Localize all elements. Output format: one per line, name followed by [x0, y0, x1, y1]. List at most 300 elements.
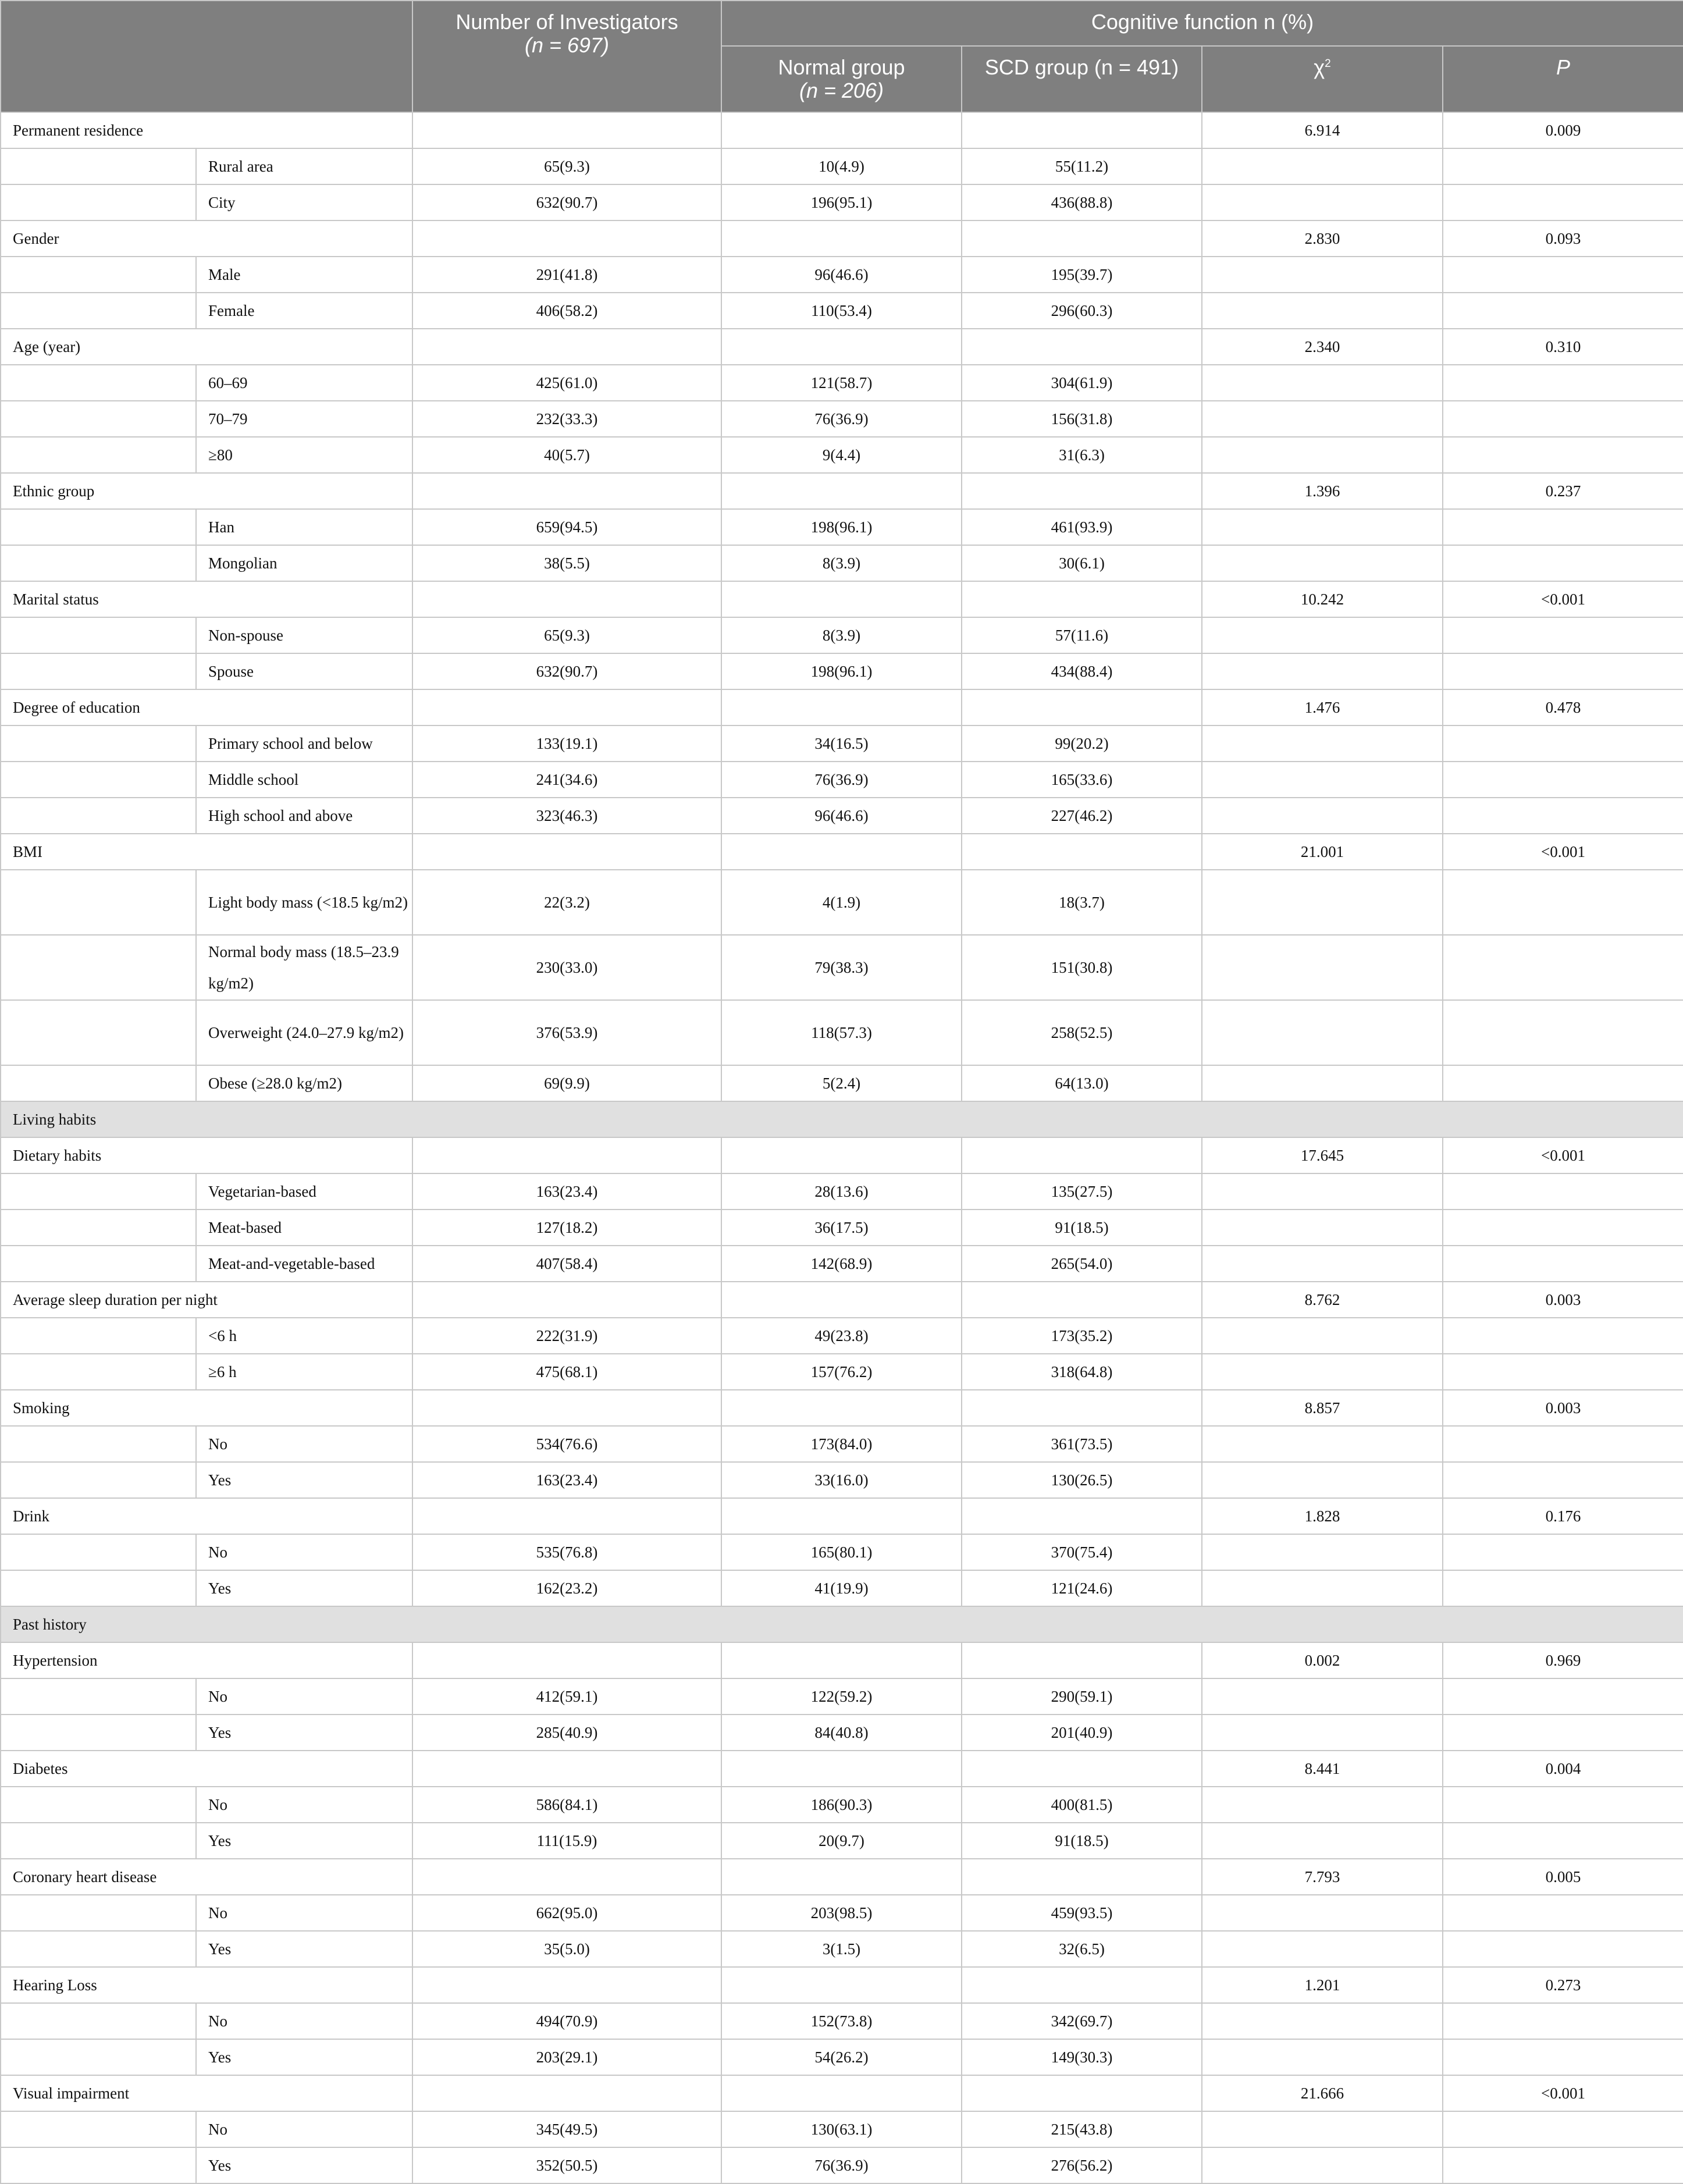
normal-cell	[721, 2075, 962, 2111]
chi-square-cell	[1202, 1715, 1443, 1751]
normal-value: 54(26.2)	[721, 2039, 962, 2075]
total-value: 241(34.6)	[412, 762, 721, 798]
chi-square-cell	[1202, 1000, 1443, 1065]
normal-cell	[721, 1859, 962, 1895]
category-row	[1, 1246, 1683, 1282]
p-cell	[1443, 653, 1683, 689]
total-value: 222(31.9)	[412, 1318, 721, 1354]
category-label: No	[196, 1534, 412, 1570]
variable-label: Hypertension	[1, 1642, 412, 1678]
variable-label: Gender	[1, 220, 412, 257]
indent-cell	[1, 1354, 196, 1390]
category-row	[1, 509, 1683, 545]
scd-cell	[962, 1498, 1202, 1534]
chi-square-cell	[1202, 2039, 1443, 2075]
p-cell	[1443, 2039, 1683, 2075]
indent-cell	[1, 509, 196, 545]
variable-label: Coronary heart disease	[1, 1859, 412, 1895]
variable-row	[1, 1498, 1683, 1534]
indent-cell	[1, 725, 196, 762]
total-value: 406(58.2)	[412, 293, 721, 329]
category-label: No	[196, 1895, 412, 1931]
variable-row	[1, 2075, 1683, 2111]
normal-value: 186(90.3)	[721, 1787, 962, 1823]
total-cell	[412, 220, 721, 257]
category-row	[1, 725, 1683, 762]
category-label: Male	[196, 257, 412, 293]
total-value: 291(41.8)	[412, 257, 721, 293]
scd-value: 304(61.9)	[962, 365, 1202, 401]
total-value: 230(33.0)	[412, 935, 721, 1000]
total-value: 535(76.8)	[412, 1534, 721, 1570]
variable-label: BMI	[1, 834, 412, 870]
total-value: 586(84.1)	[412, 1787, 721, 1823]
indent-cell	[1, 293, 196, 329]
chi-square-cell	[1202, 762, 1443, 798]
category-label: <6 h	[196, 1318, 412, 1354]
p-value: 0.273	[1443, 1967, 1683, 2003]
p-cell	[1443, 1354, 1683, 1390]
total-value: 323(46.3)	[412, 798, 721, 834]
scd-value: 296(60.3)	[962, 293, 1202, 329]
category-row	[1, 1823, 1683, 1859]
total-value: 133(19.1)	[412, 725, 721, 762]
p-value: 0.310	[1443, 329, 1683, 365]
normal-cell	[721, 473, 962, 509]
chi-square-cell	[1202, 545, 1443, 581]
p-cell	[1443, 798, 1683, 834]
scd-value: 57(11.6)	[962, 617, 1202, 653]
header-investigators-label: Number of Investigators	[456, 10, 678, 34]
p-value: 0.176	[1443, 1498, 1683, 1534]
category-label: Rural area	[196, 148, 412, 184]
variable-label: Smoking	[1, 1390, 412, 1426]
normal-value: 79(38.3)	[721, 935, 962, 1000]
category-label: Overweight (24.0–27.9 kg/m2)	[196, 1000, 412, 1065]
total-value: 425(61.0)	[412, 365, 721, 401]
category-row	[1, 935, 1683, 1000]
total-value: 475(68.1)	[412, 1354, 721, 1390]
category-label: High school and above	[196, 798, 412, 834]
indent-cell	[1, 1787, 196, 1823]
normal-value: 110(53.4)	[721, 293, 962, 329]
category-row	[1, 1426, 1683, 1462]
indent-cell	[1, 184, 196, 220]
variable-row	[1, 1642, 1683, 1678]
indent-cell	[1, 870, 196, 935]
p-cell	[1443, 1895, 1683, 1931]
scd-value: 91(18.5)	[962, 1210, 1202, 1246]
chi-square-value: 7.793	[1202, 1859, 1443, 1895]
normal-cell	[721, 1967, 962, 2003]
table-header	[1, 1, 1683, 112]
category-label: No	[196, 2003, 412, 2039]
normal-value: 3(1.5)	[721, 1931, 962, 1967]
p-value: 0.005	[1443, 1859, 1683, 1895]
normal-value: 96(46.6)	[721, 257, 962, 293]
header-cognitive-label: Cognitive function n (%)	[1091, 10, 1314, 34]
normal-value: 121(58.7)	[721, 365, 962, 401]
normal-cell	[721, 112, 962, 148]
indent-cell	[1, 1715, 196, 1751]
scd-value: 400(81.5)	[962, 1787, 1202, 1823]
scd-value: 215(43.8)	[962, 2111, 1202, 2147]
category-row	[1, 293, 1683, 329]
chi-square-cell	[1202, 935, 1443, 1000]
chi-square-cell	[1202, 1426, 1443, 1462]
indent-cell	[1, 401, 196, 437]
chi-square-cell	[1202, 293, 1443, 329]
variable-label: Age (year)	[1, 329, 412, 365]
indent-cell	[1, 437, 196, 473]
p-cell	[1443, 1000, 1683, 1065]
chi-square-cell	[1202, 870, 1443, 935]
scd-cell	[962, 1859, 1202, 1895]
total-cell	[412, 1967, 721, 2003]
header-blank	[1, 1, 412, 112]
chi-square-cell	[1202, 617, 1443, 653]
p-cell	[1443, 1426, 1683, 1462]
normal-value: 41(19.9)	[721, 1570, 962, 1606]
total-value: 534(76.6)	[412, 1426, 721, 1462]
chi-square-value: 2.830	[1202, 220, 1443, 257]
chi-square-cell	[1202, 798, 1443, 834]
category-label: Normal body mass (18.5–23.9 kg/m2)	[196, 935, 412, 1000]
scd-cell	[962, 1137, 1202, 1173]
total-cell	[412, 1859, 721, 1895]
normal-value: 34(16.5)	[721, 725, 962, 762]
normal-value: 33(16.0)	[721, 1462, 962, 1498]
normal-value: 173(84.0)	[721, 1426, 962, 1462]
category-row	[1, 545, 1683, 581]
total-value: 203(29.1)	[412, 2039, 721, 2075]
total-cell	[412, 329, 721, 365]
variable-row	[1, 329, 1683, 365]
chi-square-cell	[1202, 1931, 1443, 1967]
variable-label: Average sleep duration per night	[1, 1282, 412, 1318]
p-cell	[1443, 1173, 1683, 1210]
normal-value: 28(13.6)	[721, 1173, 962, 1210]
chi-square-cell	[1202, 1570, 1443, 1606]
category-row	[1, 617, 1683, 653]
category-label: Light body mass (<18.5 kg/m2)	[196, 870, 412, 935]
normal-value: 130(63.1)	[721, 2111, 962, 2147]
p-cell	[1443, 725, 1683, 762]
section-row	[1, 1101, 1683, 1137]
total-value: 632(90.7)	[412, 653, 721, 689]
chi-square-cell	[1202, 257, 1443, 293]
scd-value: 276(56.2)	[962, 2147, 1202, 2183]
chi-square-cell	[1202, 1318, 1443, 1354]
p-cell	[1443, 1065, 1683, 1101]
chi-square-value: 21.666	[1202, 2075, 1443, 2111]
scd-value: 130(26.5)	[962, 1462, 1202, 1498]
variable-label: Marital status	[1, 581, 412, 617]
category-label: ≥6 h	[196, 1354, 412, 1390]
category-label: Yes	[196, 2147, 412, 2183]
header-scd	[962, 46, 1202, 112]
total-cell	[412, 689, 721, 725]
total-value: 659(94.5)	[412, 509, 721, 545]
total-cell	[412, 1751, 721, 1787]
variable-row	[1, 1282, 1683, 1318]
normal-value: 142(68.9)	[721, 1246, 962, 1282]
scd-value: 173(35.2)	[962, 1318, 1202, 1354]
category-label: Meat-and-vegetable-based	[196, 1246, 412, 1282]
category-row	[1, 653, 1683, 689]
normal-value: 165(80.1)	[721, 1534, 962, 1570]
p-value: <0.001	[1443, 1137, 1683, 1173]
chi-square-value: 1.476	[1202, 689, 1443, 725]
variable-row	[1, 1137, 1683, 1173]
indent-cell	[1, 617, 196, 653]
total-value: 69(9.9)	[412, 1065, 721, 1101]
total-value: 38(5.5)	[412, 545, 721, 581]
chi-square-cell	[1202, 1065, 1443, 1101]
total-cell	[412, 1642, 721, 1678]
category-label: No	[196, 1787, 412, 1823]
p-cell	[1443, 401, 1683, 437]
normal-value: 9(4.4)	[721, 437, 962, 473]
variable-row	[1, 1390, 1683, 1426]
section-label: Living habits	[1, 1101, 1683, 1137]
scd-cell	[962, 473, 1202, 509]
indent-cell	[1, 1173, 196, 1210]
scd-cell	[962, 112, 1202, 148]
variable-row	[1, 473, 1683, 509]
normal-value: 8(3.9)	[721, 617, 962, 653]
p-cell	[1443, 1534, 1683, 1570]
indent-cell	[1, 1210, 196, 1246]
total-cell	[412, 473, 721, 509]
chi-square-cell	[1202, 401, 1443, 437]
chi-square-cell	[1202, 1210, 1443, 1246]
category-label: Non-spouse	[196, 617, 412, 653]
chi-square-cell	[1202, 1173, 1443, 1210]
normal-value: 198(96.1)	[721, 509, 962, 545]
indent-cell	[1, 1246, 196, 1282]
chi-square-cell	[1202, 653, 1443, 689]
p-cell	[1443, 257, 1683, 293]
p-cell	[1443, 2111, 1683, 2147]
scd-value: 461(93.9)	[962, 509, 1202, 545]
indent-cell	[1, 148, 196, 184]
total-value: 376(53.9)	[412, 1000, 721, 1065]
category-label: Vegetarian-based	[196, 1173, 412, 1210]
indent-cell	[1, 257, 196, 293]
normal-value: 84(40.8)	[721, 1715, 962, 1751]
p-cell	[1443, 437, 1683, 473]
chi-square-cell	[1202, 1534, 1443, 1570]
header-p-label: P	[1556, 55, 1570, 79]
variable-label: Drink	[1, 1498, 412, 1534]
category-label: Yes	[196, 1931, 412, 1967]
header-chi-label: χ	[1314, 55, 1325, 79]
indent-cell	[1, 1000, 196, 1065]
total-value: 285(40.9)	[412, 1715, 721, 1751]
scd-cell	[962, 329, 1202, 365]
normal-cell	[721, 220, 962, 257]
scd-value: 227(46.2)	[962, 798, 1202, 834]
indent-cell	[1, 1318, 196, 1354]
total-value: 232(33.3)	[412, 401, 721, 437]
chi-square-cell	[1202, 437, 1443, 473]
scd-value: 201(40.9)	[962, 1715, 1202, 1751]
category-label: 60–69	[196, 365, 412, 401]
indent-cell	[1, 1570, 196, 1606]
scd-value: 265(54.0)	[962, 1246, 1202, 1282]
p-cell	[1443, 1462, 1683, 1498]
total-value: 40(5.7)	[412, 437, 721, 473]
p-value: 0.009	[1443, 112, 1683, 148]
p-cell	[1443, 2003, 1683, 2039]
chi-square-cell	[1202, 365, 1443, 401]
scd-value: 30(6.1)	[962, 545, 1202, 581]
chi-square-cell	[1202, 148, 1443, 184]
total-value: 22(3.2)	[412, 870, 721, 935]
total-cell	[412, 1282, 721, 1318]
chi-square-value: 21.001	[1202, 834, 1443, 870]
p-cell	[1443, 762, 1683, 798]
chi-square-value: 8.857	[1202, 1390, 1443, 1426]
category-label: Middle school	[196, 762, 412, 798]
category-label: City	[196, 184, 412, 220]
normal-value: 76(36.9)	[721, 401, 962, 437]
chi-square-value: 0.002	[1202, 1642, 1443, 1678]
chi-square-value: 8.762	[1202, 1282, 1443, 1318]
scd-value: 459(93.5)	[962, 1895, 1202, 1931]
total-value: 163(23.4)	[412, 1173, 721, 1210]
scd-value: 151(30.8)	[962, 935, 1202, 1000]
category-label: Mongolian	[196, 545, 412, 581]
variable-label: Diabetes	[1, 1751, 412, 1787]
category-row	[1, 1787, 1683, 1823]
header-normal	[721, 46, 962, 112]
chi-square-cell	[1202, 1678, 1443, 1715]
category-row	[1, 2147, 1683, 2183]
scd-value: 436(88.8)	[962, 184, 1202, 220]
chi-square-value: 10.242	[1202, 581, 1443, 617]
category-label: Yes	[196, 1823, 412, 1859]
chi-square-cell	[1202, 2147, 1443, 2183]
indent-cell	[1, 1678, 196, 1715]
category-label: No	[196, 1426, 412, 1462]
p-cell	[1443, 184, 1683, 220]
header-cognitive	[721, 1, 1683, 46]
category-row	[1, 148, 1683, 184]
chi-square-value: 2.340	[1202, 329, 1443, 365]
chi-square-value: 1.396	[1202, 473, 1443, 509]
normal-cell	[721, 1642, 962, 1678]
category-label: 70–79	[196, 401, 412, 437]
category-row	[1, 1931, 1683, 1967]
total-cell	[412, 1137, 721, 1173]
variable-row	[1, 1859, 1683, 1895]
header-p-value	[1443, 46, 1683, 112]
header-scd-label: SCD group (n = 491)	[984, 55, 1179, 79]
header-chi-sup: 2	[1325, 58, 1331, 70]
chi-square-value: 8.441	[1202, 1751, 1443, 1787]
total-value: 412(59.1)	[412, 1678, 721, 1715]
normal-value: 118(57.3)	[721, 1000, 962, 1065]
p-cell	[1443, 1787, 1683, 1823]
normal-value: 36(17.5)	[721, 1210, 962, 1246]
normal-cell	[721, 1751, 962, 1787]
scd-value: 64(13.0)	[962, 1065, 1202, 1101]
normal-value: 96(46.6)	[721, 798, 962, 834]
category-row	[1, 1173, 1683, 1210]
total-cell	[412, 2075, 721, 2111]
variable-label: Permanent residence	[1, 112, 412, 148]
p-cell	[1443, 148, 1683, 184]
chi-square-cell	[1202, 1462, 1443, 1498]
category-row	[1, 365, 1683, 401]
p-cell	[1443, 1246, 1683, 1282]
normal-cell	[721, 689, 962, 725]
variable-label: Ethnic group	[1, 473, 412, 509]
total-value: 352(50.5)	[412, 2147, 721, 2183]
total-cell	[412, 1498, 721, 1534]
normal-value: 5(2.4)	[721, 1065, 962, 1101]
p-cell	[1443, 2147, 1683, 2183]
indent-cell	[1, 798, 196, 834]
category-row	[1, 1715, 1683, 1751]
p-value: 0.478	[1443, 689, 1683, 725]
total-cell	[412, 112, 721, 148]
chi-square-cell	[1202, 509, 1443, 545]
p-cell	[1443, 617, 1683, 653]
chi-square-cell	[1202, 725, 1443, 762]
header-normal-n: (n = 206)	[799, 79, 884, 102]
normal-value: 4(1.9)	[721, 870, 962, 935]
normal-cell	[721, 834, 962, 870]
p-cell	[1443, 365, 1683, 401]
indent-cell	[1, 2147, 196, 2183]
p-value: 0.237	[1443, 473, 1683, 509]
scd-value: 361(73.5)	[962, 1426, 1202, 1462]
category-row	[1, 2039, 1683, 2075]
indent-cell	[1, 762, 196, 798]
total-value: 111(15.9)	[412, 1823, 721, 1859]
chi-square-cell	[1202, 1895, 1443, 1931]
scd-cell	[962, 834, 1202, 870]
category-label: Obese (≥28.0 kg/m2)	[196, 1065, 412, 1101]
total-value: 65(9.3)	[412, 617, 721, 653]
category-label: Yes	[196, 1570, 412, 1606]
scd-cell	[962, 1282, 1202, 1318]
chi-square-cell	[1202, 2111, 1443, 2147]
normal-value: 49(23.8)	[721, 1318, 962, 1354]
total-cell	[412, 834, 721, 870]
p-cell	[1443, 935, 1683, 1000]
p-cell	[1443, 1570, 1683, 1606]
scd-cell	[962, 1751, 1202, 1787]
category-row	[1, 2003, 1683, 2039]
indent-cell	[1, 1931, 196, 1967]
header-normal-label: Normal group	[778, 55, 905, 79]
variable-row	[1, 112, 1683, 148]
scd-value: 434(88.4)	[962, 653, 1202, 689]
indent-cell	[1, 2111, 196, 2147]
section-row	[1, 1606, 1683, 1642]
scd-cell	[962, 2075, 1202, 2111]
p-cell	[1443, 1210, 1683, 1246]
scd-value: 195(39.7)	[962, 257, 1202, 293]
p-cell	[1443, 1931, 1683, 1967]
indent-cell	[1, 935, 196, 1000]
scd-value: 342(69.7)	[962, 2003, 1202, 2039]
indent-cell	[1, 1065, 196, 1101]
